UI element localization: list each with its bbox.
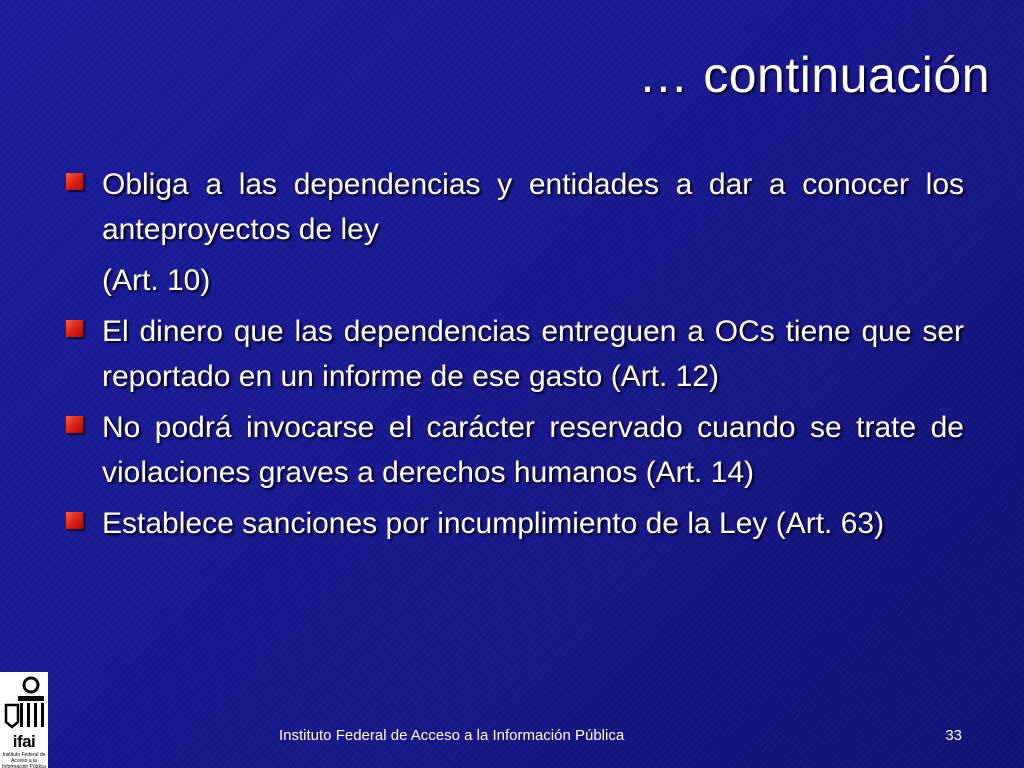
bullet-reference: (Art. 12) bbox=[610, 360, 720, 393]
bullet-reference: (Art. 63) bbox=[775, 507, 885, 540]
red-square-bullet-icon bbox=[66, 512, 84, 530]
ifai-logo-icon bbox=[0, 672, 48, 768]
bullet-text: No podrá invocarse el carácter reservado cuando se trate de violaciones graves a derechos humanos bbox=[102, 411, 964, 489]
red-square-bullet-icon bbox=[66, 320, 84, 338]
bullet-list bbox=[60, 162, 964, 552]
slide-title: … continuación bbox=[638, 47, 990, 103]
bullet-item bbox=[60, 405, 964, 495]
bullet-item bbox=[60, 162, 964, 303]
red-square-bullet-icon bbox=[66, 173, 84, 191]
bullet-item bbox=[60, 501, 964, 546]
bullet-reference: (Art. 14) bbox=[645, 456, 755, 489]
bullet-item bbox=[60, 309, 964, 399]
footer-text: Instituto Federal de Acceso a la Información Pública bbox=[279, 727, 625, 744]
bullet-text: El dinero que las dependencias entreguen a OCs tiene que ser reportado en un informe de ese gasto bbox=[102, 315, 964, 393]
logo-text: ifai bbox=[12, 732, 36, 751]
page-number: 33 bbox=[945, 727, 962, 744]
logo-subtext: Instituto Federal de Acceso a la Información Pública bbox=[2, 752, 46, 768]
red-square-bullet-icon bbox=[66, 416, 84, 434]
bullet-text: Obliga a las dependencias y entidades a dar a conocer los anteproyectos de ley bbox=[102, 168, 964, 246]
bullet-reference: (Art. 10) bbox=[102, 264, 211, 297]
bullet-text: Establece sanciones por incumplimiento de la Ley bbox=[102, 507, 768, 540]
